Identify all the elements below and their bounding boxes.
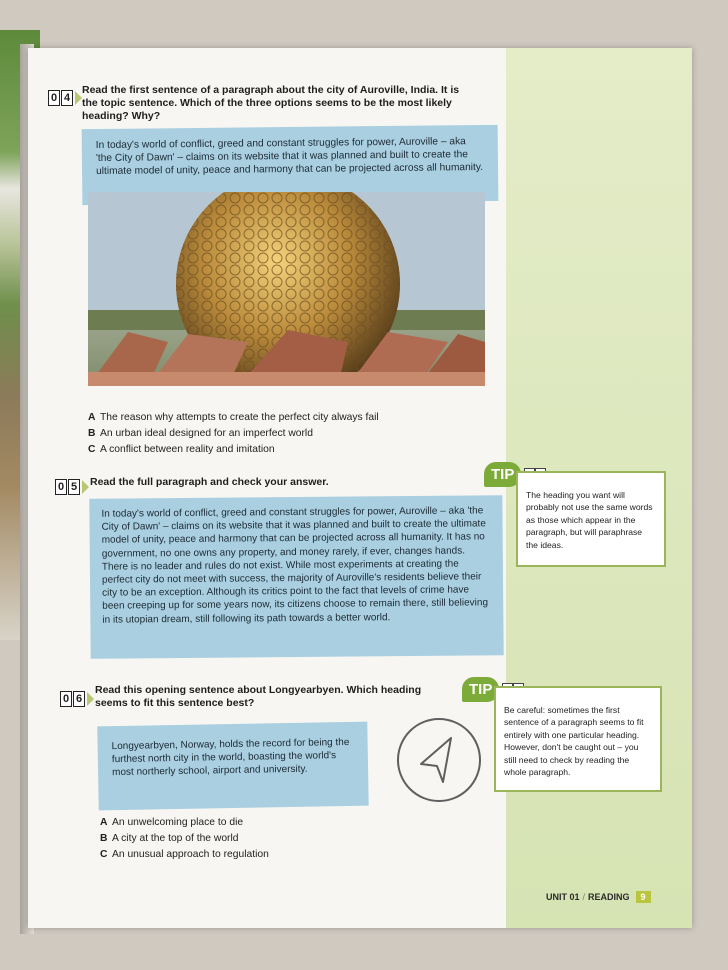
tip-badge: TIP <box>462 677 499 702</box>
option-text: The reason why attempts to create the perfect city always fail <box>100 412 379 423</box>
digit: 0 <box>55 479 67 495</box>
callout-06: Longyearbyen, Norway, holds the record for being the furthest north city in the world, boasting the world's most northerly school, airport and university. <box>97 722 368 811</box>
option-04-b <box>88 426 313 441</box>
page-footer <box>546 891 651 903</box>
callout-05: In today's world of conflict, greed and constant struggles for power, Auroville – aka 'the City of Dawn' – claims on its website that it was planned and built to create the ultimate model of unity, peace and harmony that can be projected across all humanity. It has no government, no one owns any property, and money rarely, if ever, changes hands. There is no leader and rules do not exist. While most experiments at creating the perfect city do not meet with success, the majority of Auroville's residents believe their city to be an exception. Although its critics point to the fact that levels of crime have been creeping up for some years now, its citizens choose to remain there, still believing in its utopian dream, still following its path towards a better world. <box>89 495 503 659</box>
matrimandir-illustration <box>88 192 485 386</box>
option-letter: A <box>88 412 96 423</box>
section-label: READING <box>588 892 630 902</box>
tip-badge: TIP <box>484 462 521 487</box>
exercise-number-05 <box>55 479 89 495</box>
option-06-a <box>100 815 243 830</box>
page-number: 9 <box>636 891 651 903</box>
digit: 6 <box>73 691 85 707</box>
digit: 4 <box>61 90 73 106</box>
play-arrow-icon <box>82 480 89 494</box>
digit: 5 <box>68 479 80 495</box>
option-text: An urban ideal designed for an imperfect world <box>100 428 313 439</box>
option-04-a <box>88 410 379 425</box>
option-letter: C <box>100 849 108 860</box>
play-arrow-icon <box>87 692 94 706</box>
exercise-number-04 <box>48 90 82 106</box>
option-06-b <box>100 831 239 846</box>
question-05-text: Read the full paragraph and check your answer. <box>90 476 329 488</box>
option-letter: B <box>100 833 108 844</box>
option-letter: C <box>88 444 96 455</box>
option-text: An unwelcoming place to die <box>112 817 244 828</box>
unit-label: UNIT 01 <box>546 892 580 902</box>
option-text: An unusual approach to regulation <box>112 849 269 860</box>
auroville-matrimandir-photo <box>88 192 485 386</box>
footer-separator: / <box>582 892 586 902</box>
option-letter: A <box>100 817 108 828</box>
question-04-text: Read the first sentence of a paragraph about the city of Auroville, India. It is the topic sentence. Which of the three options seems to be the most likely heading? Why? <box>82 84 460 122</box>
arrow-icon <box>399 720 479 800</box>
callout-04: In today's world of conflict, greed and constant struggles for power, Auroville – aka 'the City of Dawn' – claims on its website that it was planned and built to create the ultimate model of unity, peace and harmony that can be projected across all humanity. <box>82 125 499 205</box>
tip-05-box: The heading you want will probably not use the same words as those which appear in the paragraph, but will paraphrase the ideas. <box>516 471 666 567</box>
option-04-c <box>88 442 275 457</box>
compass-arrow-icon <box>397 718 481 802</box>
option-letter: B <box>88 428 96 439</box>
digit: 0 <box>48 90 60 106</box>
play-arrow-icon <box>75 91 82 105</box>
question-06-text: Read this opening sentence about Longyearbyen. Which heading seems to fit this sentence best? <box>95 684 422 709</box>
digit: 0 <box>60 691 72 707</box>
tip-06-box: Be careful: sometimes the first sentence of a paragraph seems to fit entirely with one particular heading. However, don't be caught out – you still need to check by reading the whole paragraph. <box>494 686 662 792</box>
exercise-number-06 <box>60 691 94 707</box>
option-06-c <box>100 847 269 862</box>
option-text: A city at the top of the world <box>112 833 239 844</box>
option-text: A conflict between reality and imitation <box>100 444 275 455</box>
